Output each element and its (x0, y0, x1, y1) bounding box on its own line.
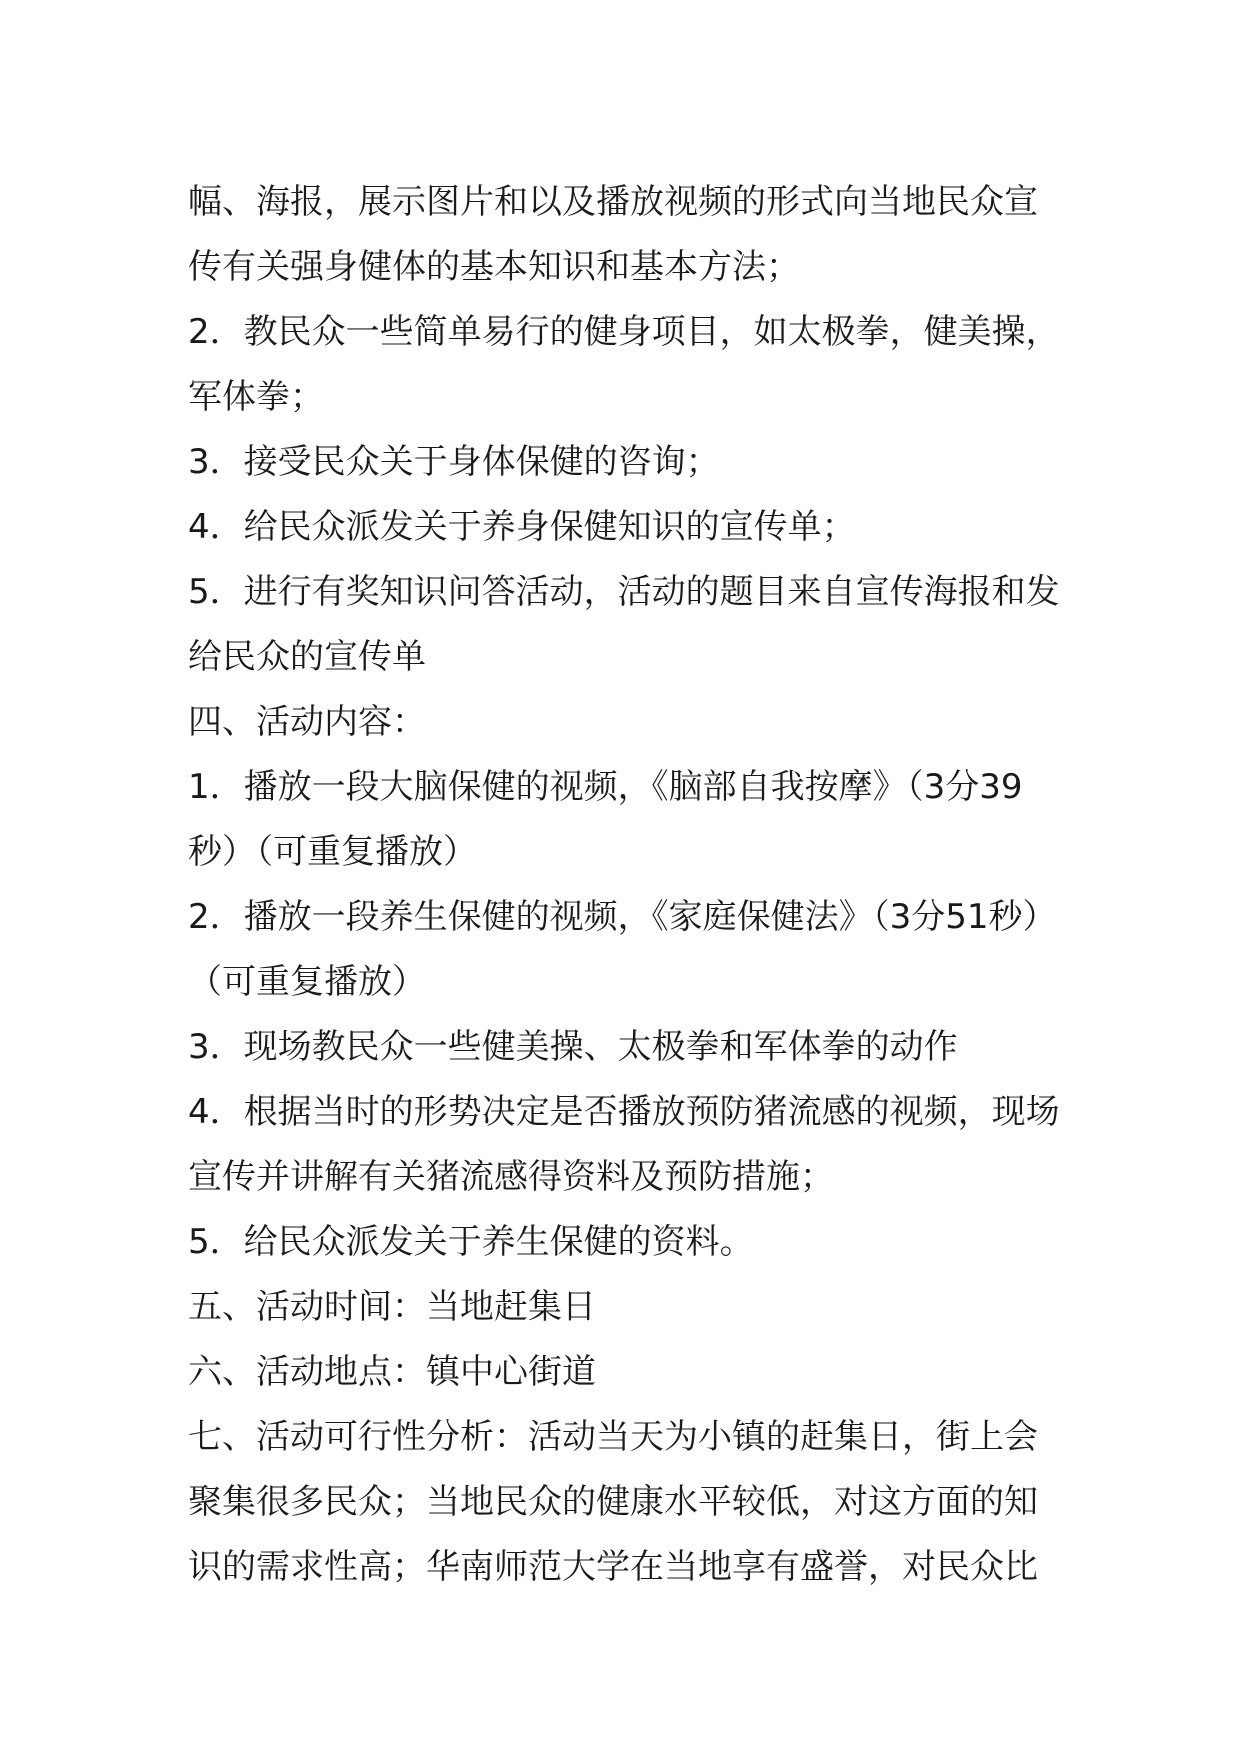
body-text (188, 170, 1068, 1600)
content-item-3-exercise-demo: 3．现场教民众一些健美操、太极拳和军体拳的动作 (188, 1027, 958, 1067)
list-item-5-quiz: 5．进行有奖知识问答活动，活动的题目来自宣传海报和发给民众的宣传单 (188, 572, 1060, 677)
list-item-4-leaflets: 4．给民众派发关于养身保健知识的宣传单； (188, 507, 856, 547)
content-item-1-brain-video: 1．播放一段大脑保健的视频，《脑部自我按摩》（3分39秒）（可重复播放） (188, 767, 1023, 872)
list-item-2-fitness-projects: 2．教民众一些简单易行的健身项目，如太极拳，健美操，军体拳； (188, 312, 1060, 417)
content-item-2-health-video: 2．播放一段养生保健的视频，《家庭保健法》（3分51秒）（可重复播放） (188, 897, 1057, 1002)
list-item-3-consultation: 3．接受民众关于身体保健的咨询； (188, 442, 720, 482)
section-heading-activity-content: 四、活动内容： (188, 702, 426, 742)
paragraph-intro-continued: 幅、海报，展示图片和以及播放视频的形式向当地民众宣传有关强身健体的基本知识和基本方法； (188, 182, 1038, 287)
section-activity-location: 六、活动地点：镇中心街道 (188, 1352, 596, 1392)
content-item-5-materials: 5．给民众派发关于养生保健的资料。 (188, 1222, 754, 1262)
content-item-4-flu-video: 4．根据当时的形势决定是否播放预防猪流感的视频，现场宣传并讲解有关猪流感得资料及预防措施； (188, 1092, 1060, 1197)
section-feasibility-analysis: 七、活动可行性分析：活动当天为小镇的赶集日，街上会聚集很多民众；当地民众的健康水平较低，对这方面的知识的需求性高；华南师范大学在当地享有盛誉，对民众比 (188, 1417, 1038, 1587)
section-activity-time: 五、活动时间：当地赶集日 (188, 1287, 596, 1327)
